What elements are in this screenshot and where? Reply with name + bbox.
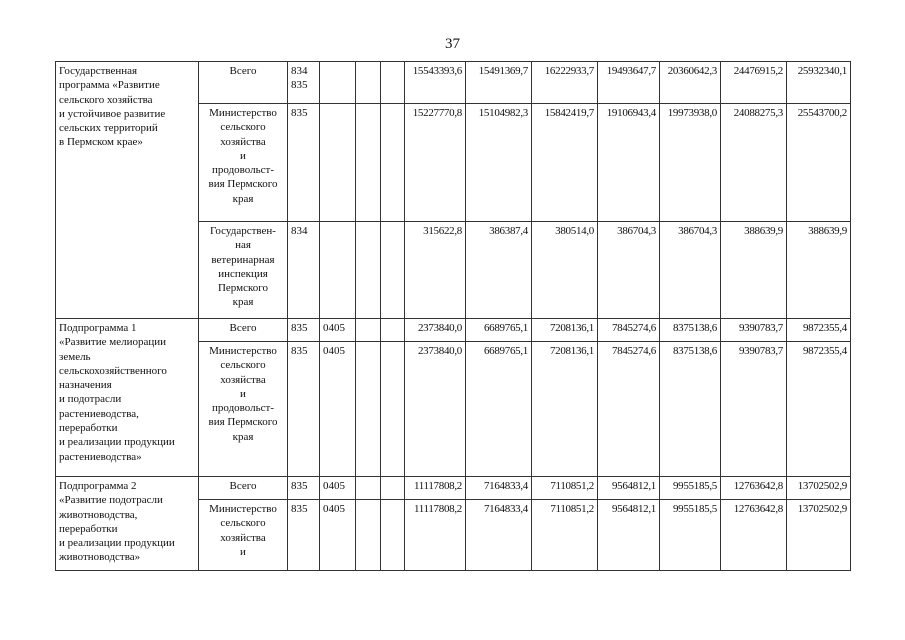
executor-line: ная xyxy=(235,239,251,252)
grbs-code: 834 xyxy=(291,65,308,77)
vr-code-cell xyxy=(381,104,405,222)
amount-cell: 19973938,0 xyxy=(660,104,721,222)
program-name-line: растениеводства» xyxy=(59,450,142,463)
grbs-code: 835 xyxy=(291,79,308,92)
grbs-cell xyxy=(288,104,320,222)
grbs-cell xyxy=(288,342,320,477)
vr-code-cell xyxy=(381,319,405,342)
program-name-line: и подотрасли xyxy=(59,393,122,406)
amount-cell: 7164833,4 xyxy=(466,500,532,571)
executor-line: вия Пермского xyxy=(208,178,278,191)
amount-cell: 15543393,6 xyxy=(405,62,466,104)
csr-code-cell xyxy=(356,342,381,477)
rz-code-cell: 0405 xyxy=(320,342,356,477)
amount-cell: 20360642,3 xyxy=(660,62,721,104)
amount-cell: 9872355,4 xyxy=(787,342,851,477)
vr-code-cell xyxy=(381,477,405,500)
executor-cell xyxy=(199,342,288,477)
amount-cell: 8375138,6 xyxy=(660,342,721,477)
amount-cell: 2373840,0 xyxy=(405,319,466,342)
rz-code-cell xyxy=(320,62,356,104)
executor-cell xyxy=(199,319,288,342)
executor-line: Государствен- xyxy=(210,225,276,237)
grbs-cell xyxy=(288,62,320,104)
program-name-cell xyxy=(56,62,199,319)
amount-cell: 13702502,9 xyxy=(787,500,851,571)
program-name-line: сельскохозяйственного xyxy=(59,364,167,377)
executor-line: сельского xyxy=(220,359,266,372)
amount-cell: 315622,8 xyxy=(405,222,466,319)
program-name-line: «Развитие мелиорации xyxy=(59,336,167,349)
rz-code-cell: 0405 xyxy=(320,319,356,342)
program-name-line: растениеводства, xyxy=(59,407,139,420)
amount-cell: 19493647,7 xyxy=(598,62,660,104)
executor-line: и xyxy=(240,387,246,400)
amount-cell: 9955185,5 xyxy=(660,477,721,500)
executor-cell xyxy=(199,62,288,104)
amount-cell: 9390783,7 xyxy=(721,342,787,477)
executor-line: края xyxy=(232,192,254,205)
budget-table xyxy=(55,61,851,571)
amount-cell: 9564812,1 xyxy=(598,477,660,500)
table-row xyxy=(56,319,851,342)
rz-code-cell: 0405 xyxy=(320,477,356,500)
amount-cell: 7164833,4 xyxy=(466,477,532,500)
program-name-line: земель xyxy=(59,350,91,363)
amount-cell: 7208136,1 xyxy=(532,342,598,477)
program-name-line: назначения xyxy=(59,379,112,392)
executor-cell xyxy=(199,500,288,571)
amount-cell: 11117808,2 xyxy=(405,500,466,571)
program-name-cell xyxy=(56,477,199,571)
executor-line: хозяйства xyxy=(220,373,266,386)
program-name-line: сельских территорий xyxy=(59,122,158,135)
amount-cell: 6689765,1 xyxy=(466,342,532,477)
table-row xyxy=(56,62,851,104)
executor-line: Министерство xyxy=(209,345,277,357)
executor-line: Министерство xyxy=(209,107,277,119)
amount-cell: 24088275,3 xyxy=(721,104,787,222)
amount-cell: 15491369,7 xyxy=(466,62,532,104)
grbs-code: 835 xyxy=(291,107,308,119)
executor-cell xyxy=(199,477,288,500)
rz-code-cell: 0405 xyxy=(320,500,356,571)
amount-cell: 8375138,6 xyxy=(660,319,721,342)
amount-cell: 9872355,4 xyxy=(787,319,851,342)
amount-cell: 9390783,7 xyxy=(721,319,787,342)
amount-cell: 380514,0 xyxy=(532,222,598,319)
program-name-line: животноводства, xyxy=(59,508,138,521)
csr-code-cell xyxy=(356,104,381,222)
program-name-line: в Пермском крае» xyxy=(59,136,143,149)
executor-line: хозяйства xyxy=(220,135,266,148)
executor-line: Пермского xyxy=(217,282,269,295)
program-name-line: Подпрограмма 1 xyxy=(59,322,137,334)
vr-code-cell xyxy=(381,342,405,477)
csr-code-cell xyxy=(356,500,381,571)
program-name-line: программа «Развитие xyxy=(59,79,160,92)
grbs-code: 835 xyxy=(291,480,308,492)
amount-cell: 11117808,2 xyxy=(405,477,466,500)
program-name-line: и реализации продукции xyxy=(59,537,175,550)
amount-cell: 386704,3 xyxy=(660,222,721,319)
csr-code-cell xyxy=(356,477,381,500)
program-name-line: переработки xyxy=(59,422,118,435)
grbs-cell xyxy=(288,319,320,342)
program-name-line: животноводства» xyxy=(59,551,141,564)
grbs-cell xyxy=(288,222,320,319)
program-name-line: Подпрограмма 2 xyxy=(59,480,137,492)
program-name-line: и реализации продукции xyxy=(59,436,175,449)
csr-code-cell xyxy=(356,62,381,104)
amount-cell: 6689765,1 xyxy=(466,319,532,342)
amount-cell: 7845274,6 xyxy=(598,342,660,477)
csr-code-cell xyxy=(356,319,381,342)
executor-line: края xyxy=(232,296,254,309)
amount-cell: 388639,9 xyxy=(787,222,851,319)
table-row xyxy=(56,477,851,500)
amount-cell: 9564812,1 xyxy=(598,500,660,571)
amount-cell: 13702502,9 xyxy=(787,477,851,500)
executor-line: хозяйства xyxy=(220,531,266,544)
program-name-line: переработки xyxy=(59,522,118,535)
program-name-line: сельского хозяйства xyxy=(59,93,153,106)
amount-cell: 19106943,4 xyxy=(598,104,660,222)
amount-cell: 12763642,8 xyxy=(721,500,787,571)
vr-code-cell xyxy=(381,222,405,319)
amount-cell: 15842419,7 xyxy=(532,104,598,222)
csr-code-cell xyxy=(356,222,381,319)
grbs-code: 835 xyxy=(291,322,308,334)
grbs-code: 835 xyxy=(291,345,308,357)
amount-cell: 386387,4 xyxy=(466,222,532,319)
amount-cell: 16222933,7 xyxy=(532,62,598,104)
executor-line: Всего xyxy=(229,322,257,334)
amount-cell: 2373840,0 xyxy=(405,342,466,477)
executor-line: Всего xyxy=(229,480,257,492)
program-name-cell xyxy=(56,319,199,477)
page-number: 37 xyxy=(445,36,460,52)
amount-cell: 7208136,1 xyxy=(532,319,598,342)
amount-cell: 7110851,2 xyxy=(532,477,598,500)
amount-cell: 12763642,8 xyxy=(721,477,787,500)
program-name-line: и устойчивое развитие xyxy=(59,107,166,120)
executor-line: вия Пермского xyxy=(208,416,278,429)
amount-cell: 15227770,8 xyxy=(405,104,466,222)
executor-cell xyxy=(199,222,288,319)
executor-line: Министерство xyxy=(209,503,277,515)
rz-code-cell xyxy=(320,222,356,319)
executor-line: и xyxy=(240,545,246,558)
amount-cell: 388639,9 xyxy=(721,222,787,319)
executor-line: продовольст- xyxy=(212,164,274,177)
executor-cell xyxy=(199,104,288,222)
amount-cell: 25543700,2 xyxy=(787,104,851,222)
executor-line: Всего xyxy=(229,65,257,77)
executor-line: сельского xyxy=(220,121,266,134)
grbs-cell xyxy=(288,500,320,571)
amount-cell: 9955185,5 xyxy=(660,500,721,571)
grbs-cell xyxy=(288,477,320,500)
amount-cell: 24476915,2 xyxy=(721,62,787,104)
grbs-code: 835 xyxy=(291,503,308,515)
executor-line: инспекция xyxy=(218,267,268,280)
executor-line: продовольст- xyxy=(212,402,274,415)
executor-line: и xyxy=(240,149,246,162)
amount-cell: 7110851,2 xyxy=(532,500,598,571)
executor-line: края xyxy=(232,430,254,443)
vr-code-cell xyxy=(381,62,405,104)
amount-cell: 15104982,3 xyxy=(466,104,532,222)
program-name-line: Государственная xyxy=(59,65,138,77)
executor-line: сельского xyxy=(220,517,266,530)
rz-code-cell xyxy=(320,104,356,222)
grbs-code: 834 xyxy=(291,225,308,237)
amount-cell: 386704,3 xyxy=(598,222,660,319)
amount-cell: 25932340,1 xyxy=(787,62,851,104)
program-name-line: «Развитие подотрасли xyxy=(59,494,163,507)
executor-line: ветеринарная xyxy=(211,253,275,266)
amount-cell: 7845274,6 xyxy=(598,319,660,342)
vr-code-cell xyxy=(381,500,405,571)
